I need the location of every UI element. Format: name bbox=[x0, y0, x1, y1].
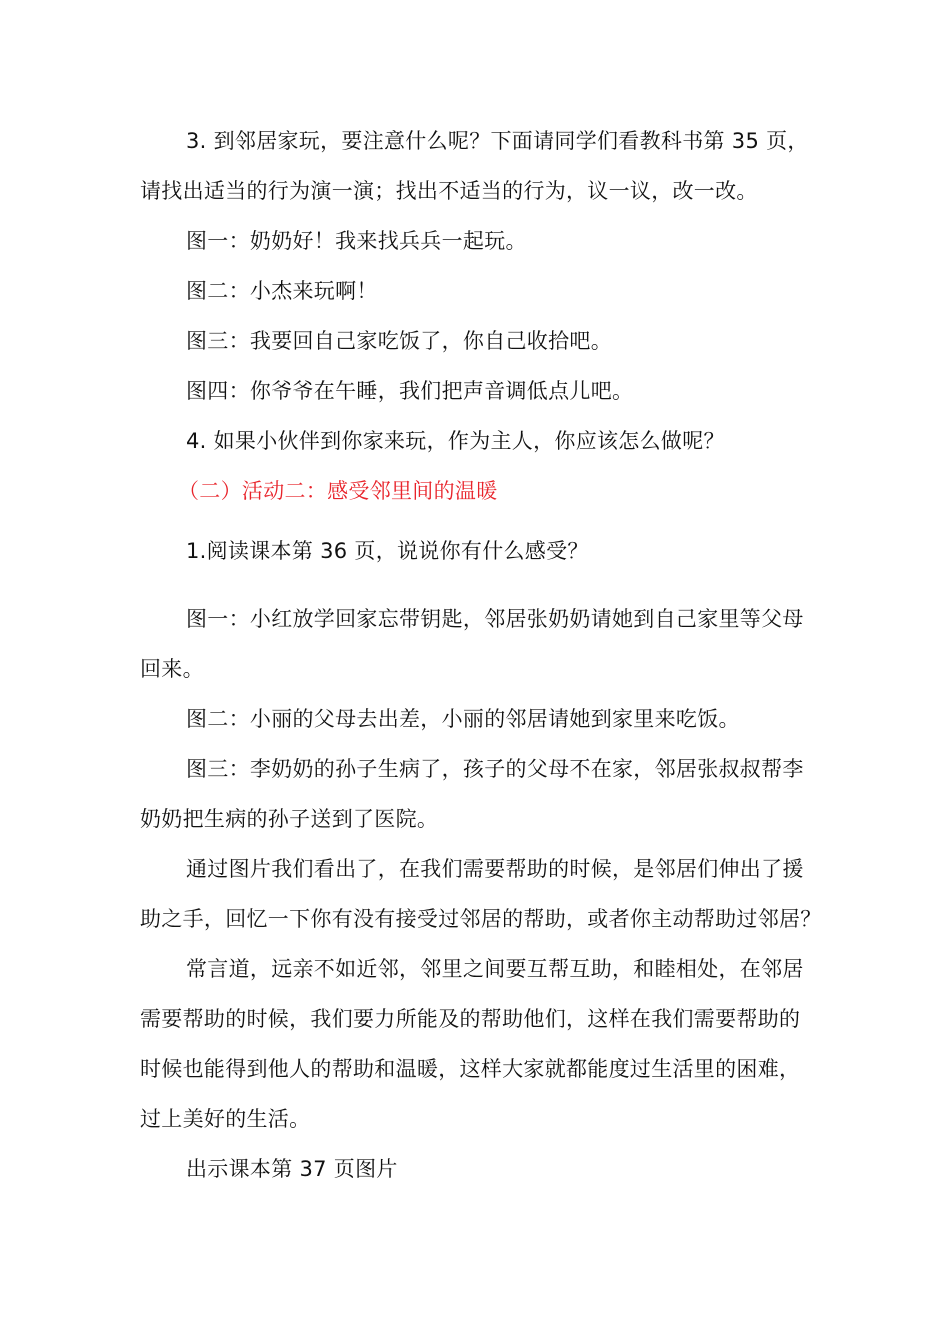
page36-figure-2: 图二：小丽的父母去出差，小丽的邻居请她到家里来吃饭。 bbox=[186, 707, 740, 731]
figure-3-caption: 图三：我要回自己家吃饭了，你自己收拾吧。 bbox=[186, 329, 612, 353]
page36-figure-1-line2: 回来。 bbox=[140, 657, 204, 681]
figure-4-caption: 图四：你爷爷在午睡，我们把声音调低点儿吧。 bbox=[186, 379, 634, 403]
activity-2-heading: （二）活动二：感受邻里间的温暖 bbox=[178, 479, 498, 503]
page36-figure-3-line2: 奶奶把生病的孙子送到了医院。 bbox=[140, 807, 439, 831]
page36-figure-3-line1: 图三：李奶奶的孙子生病了，孩子的父母不在家，邻居张叔叔帮李 bbox=[186, 757, 804, 781]
paragraph-2-line1: 常言道，远亲不如近邻，邻里之间要互帮互助，和睦相处，在邻居 bbox=[186, 957, 804, 981]
item-4-question: 4. 如果小伙伴到你家来玩，作为主人，你应该怎么做呢？ bbox=[186, 429, 725, 453]
item-3-question-line1: 3. 到邻居家玩，要注意什么呢？下面请同学们看教科书第 35 页， bbox=[186, 129, 809, 153]
paragraph-1-line1: 通过图片我们看出了，在我们需要帮助的时候，是邻居们伸出了援 bbox=[186, 857, 804, 881]
reading-task: 1.阅读课本第 36 页，说说你有什么感受？ bbox=[186, 539, 589, 563]
paragraph-1-line2: 助之手，回忆一下你有没有接受过邻居的帮助，或者你主动帮助过邻居？ bbox=[140, 907, 822, 931]
figure-2-caption: 图二：小杰来玩啊！ bbox=[186, 279, 378, 303]
paragraph-2-line3: 时候也能得到他人的帮助和温暖，这样大家就都能度过生活里的困难， bbox=[140, 1057, 801, 1081]
paragraph-2-line2: 需要帮助的时候，我们要力所能及的帮助他们，这样在我们需要帮助的 bbox=[140, 1007, 801, 1031]
item-3-question-line2: 请找出适当的行为演一演；找出不适当的行为，议一议，改一改。 bbox=[140, 179, 758, 203]
show-page37-images: 出示课本第 37 页图片 bbox=[186, 1157, 398, 1181]
paragraph-2-line4: 过上美好的生活。 bbox=[140, 1107, 311, 1131]
figure-1-caption: 图一：奶奶好！我来找兵兵一起玩。 bbox=[186, 229, 527, 253]
page36-figure-1-line1: 图一：小红放学回家忘带钥匙，邻居张奶奶请她到自己家里等父母 bbox=[186, 607, 804, 631]
